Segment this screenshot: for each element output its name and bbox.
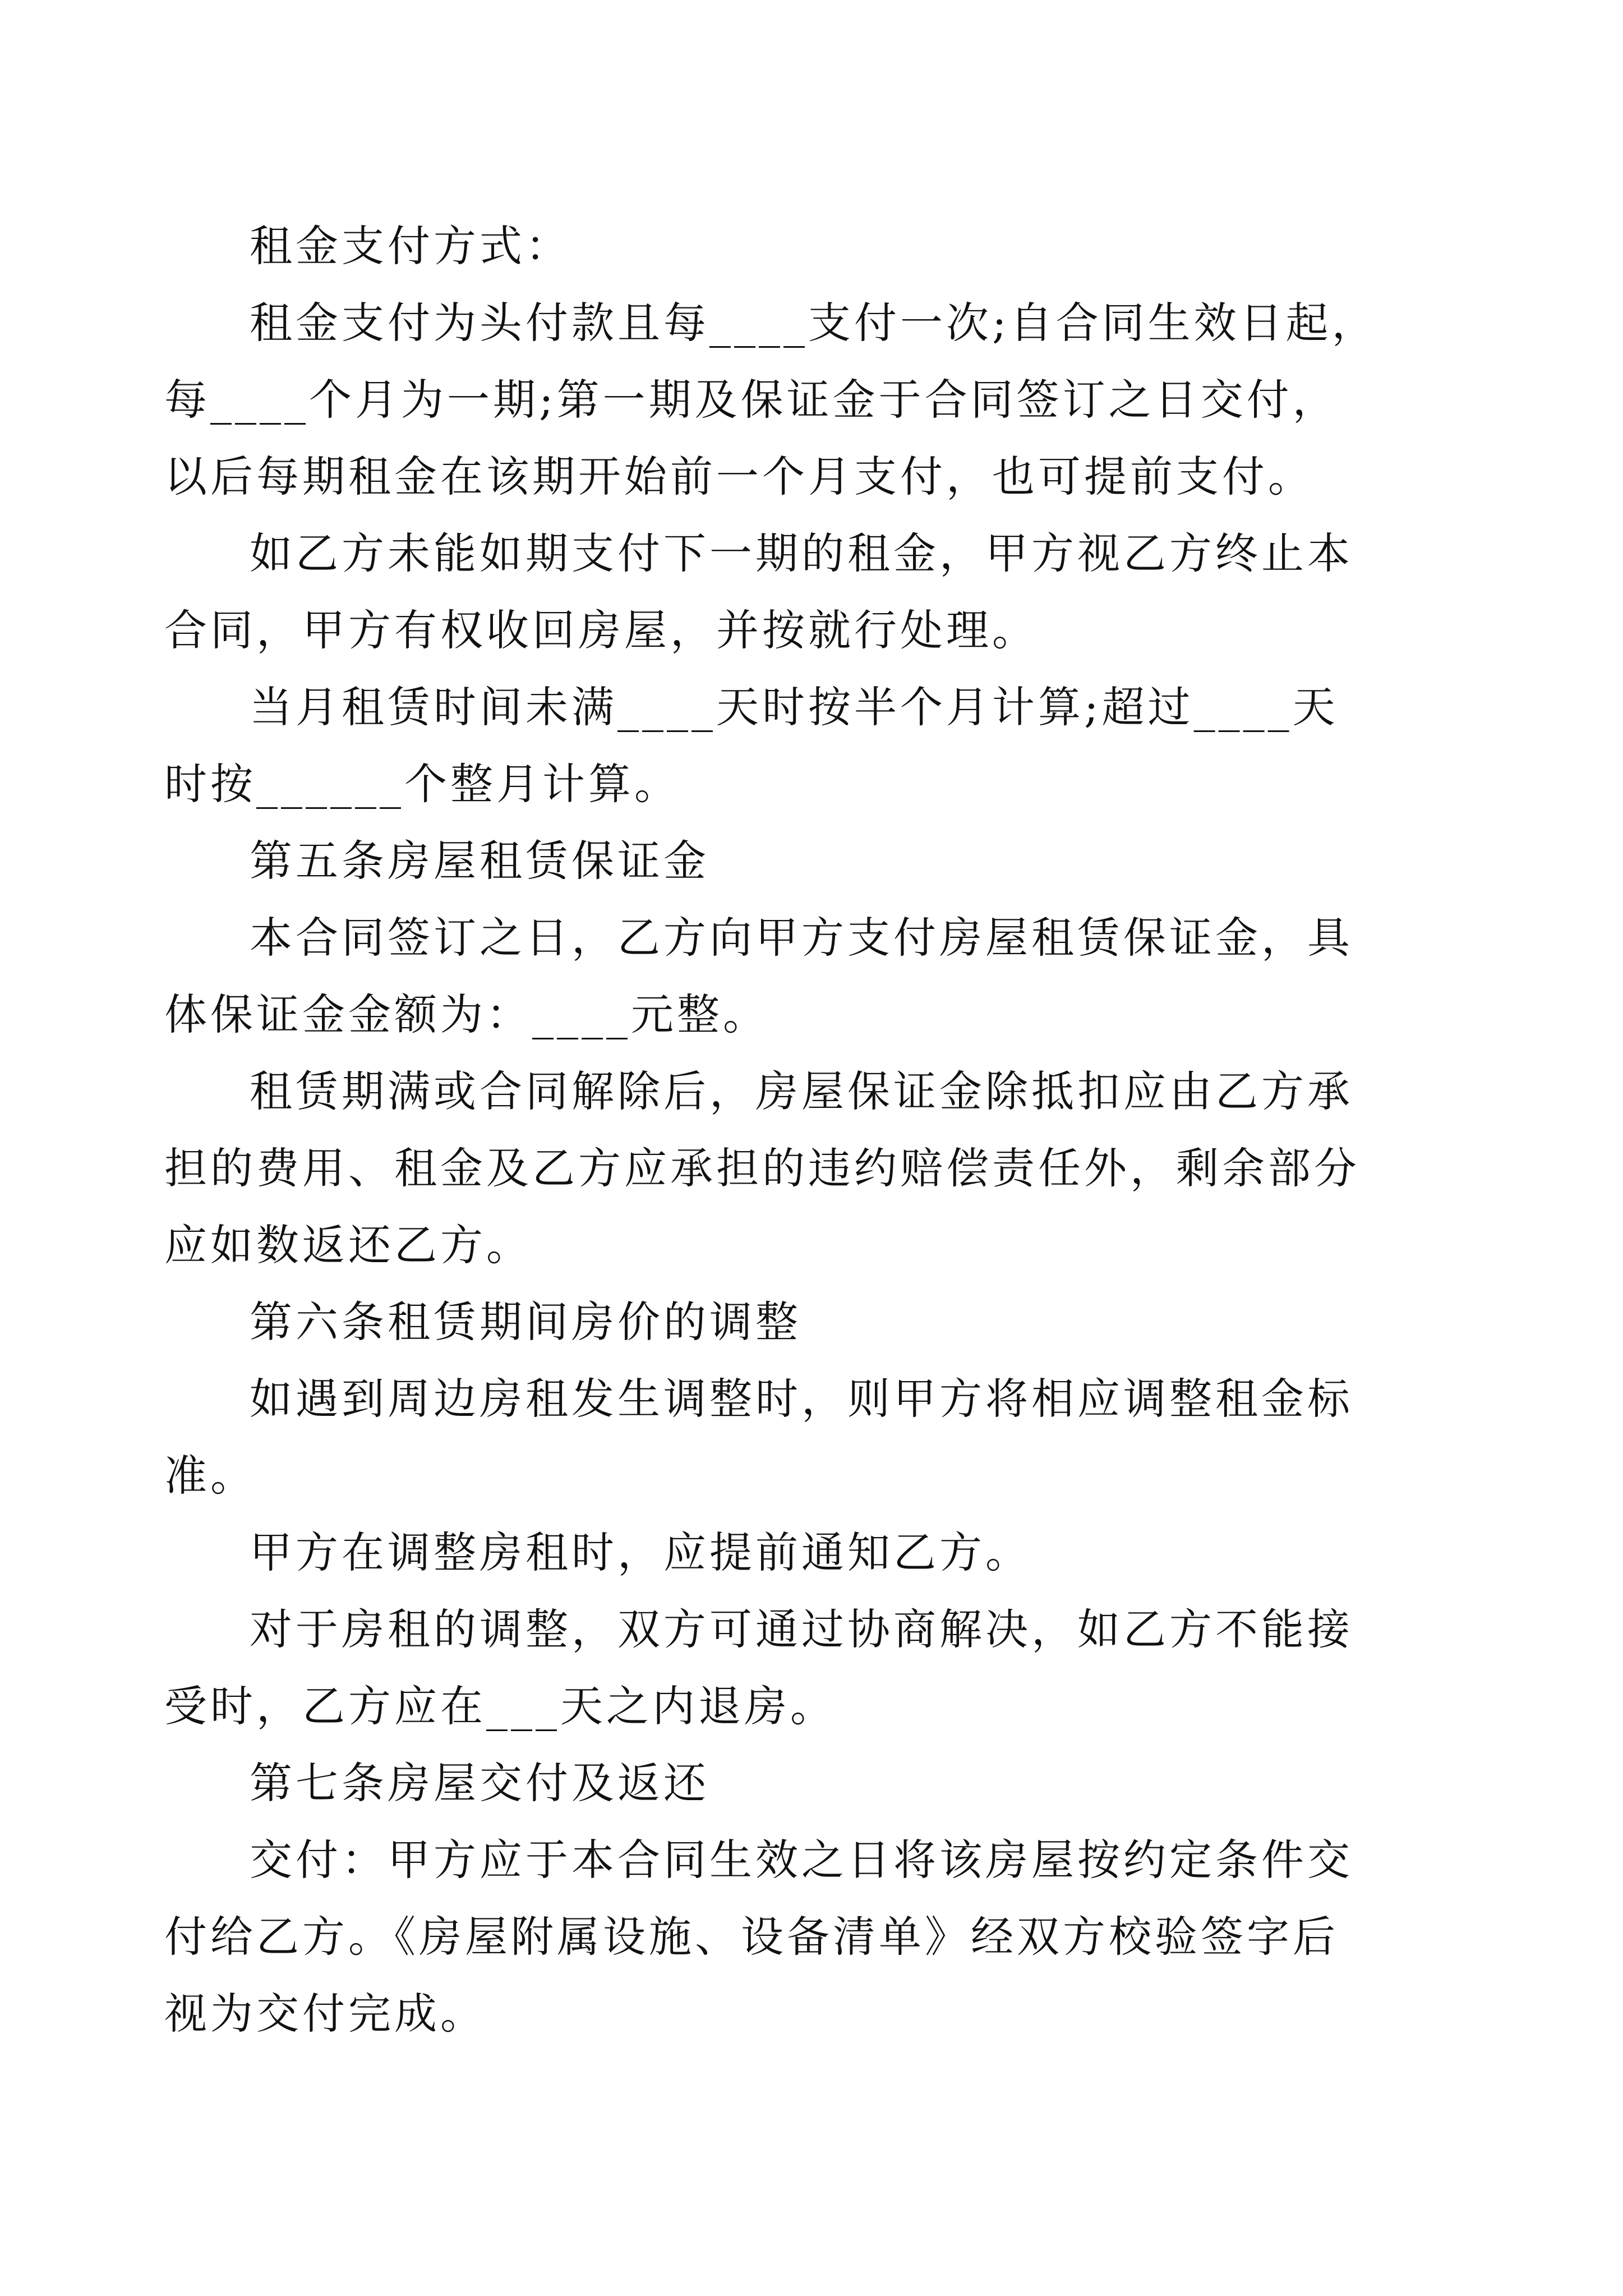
text-line: 租赁期满或合同解除后，房屋保证金除抵扣应由乙方承 xyxy=(250,1066,1353,1116)
text-line: 付给乙方。《房屋附属设施、设备清单》经双方校验签字后 xyxy=(164,1912,1339,1962)
paragraph-handover xyxy=(164,1821,1405,2052)
text-line: 时按______个整月计算。 xyxy=(164,759,680,809)
text-line: 对于房租的调整，双方可通过协商解决，如乙方不能接 xyxy=(250,1604,1353,1654)
text-line: 当月租赁时间未满____天时按半个月计算;超过____天 xyxy=(250,682,1339,732)
document-body xyxy=(164,208,1405,2052)
text-line: 本合同签订之日，乙方向甲方支付房屋租赁保证金，具 xyxy=(250,913,1353,963)
text-line: 准。 xyxy=(164,1451,256,1501)
text-line: 第七条房屋交付及返还 xyxy=(250,1758,709,1808)
text-line: 租金支付方式： xyxy=(250,221,571,271)
text-line: 每____个月为一期;第一期及保证金于合同签订之日交付， xyxy=(164,375,1339,425)
text-line: 第六条租赁期间房价的调整 xyxy=(250,1297,801,1347)
paragraph-adjustment-negotiation xyxy=(164,1591,1405,1745)
text-line: 应如数返还乙方。 xyxy=(164,1220,532,1270)
paragraph-rent-payment-method-heading xyxy=(250,208,1405,284)
text-line: 视为交付完成。 xyxy=(164,1989,486,2039)
paragraph-rent-adjustment xyxy=(164,1360,1405,1514)
text-line: 甲方在调整房租时，应提前通知乙方。 xyxy=(250,1527,1031,1577)
paragraph-rent-payment-terms xyxy=(164,284,1405,515)
section-heading-article-6 xyxy=(250,1283,1405,1360)
section-heading-article-7 xyxy=(250,1745,1405,1821)
text-line: 合同，甲方有权收回房屋，并按就行处理。 xyxy=(164,605,1038,655)
text-line: 第五条房屋租赁保证金 xyxy=(250,836,709,886)
paragraph-deposit-return xyxy=(164,1053,1405,1283)
section-heading-article-5 xyxy=(250,822,1405,899)
paragraph-late-payment xyxy=(164,515,1405,669)
paragraph-partial-month xyxy=(164,669,1405,822)
text-line: 担的费用、租金及乙方应承担的违约赔偿责任外，剩余部分 xyxy=(164,1143,1360,1193)
text-line: 以后每期租金在该期开始前一个月支付，也可提前支付。 xyxy=(164,452,1314,501)
text-line: 如乙方未能如期支付下一期的租金，甲方视乙方终止本 xyxy=(250,528,1353,578)
text-line: 如遇到周边房租发生调整时，则甲方将相应调整租金标 xyxy=(250,1374,1353,1424)
paragraph-advance-notice xyxy=(250,1514,1405,1591)
text-line: 租金支付为头付款且每____支付一次;自合同生效日起， xyxy=(250,298,1378,348)
text-line: 体保证金金额为：____元整。 xyxy=(164,990,769,1039)
paragraph-deposit-amount xyxy=(164,899,1405,1053)
text-line: 交付：甲方应于本合同生效之日将该房屋按约定条件交 xyxy=(250,1835,1353,1885)
text-line: 受时，乙方应在___天之内退房。 xyxy=(164,1681,836,1731)
